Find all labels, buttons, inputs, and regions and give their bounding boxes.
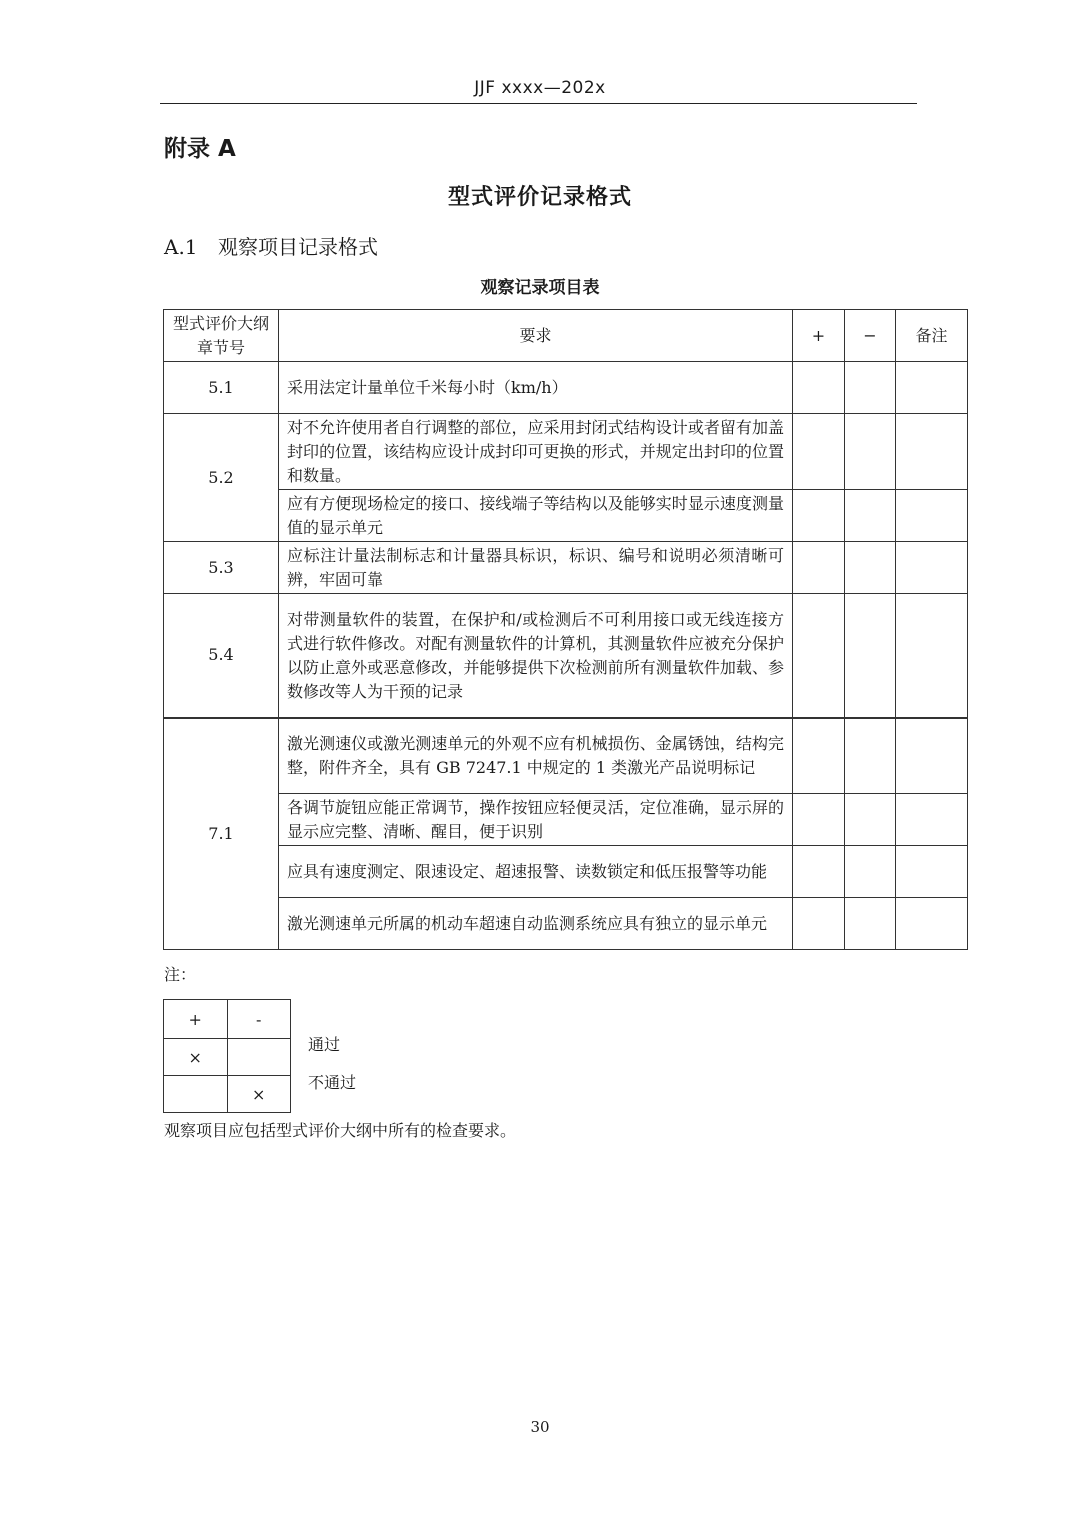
table-row bbox=[164, 414, 968, 490]
requirement-cell: 采用法定计量单位千米每小时（km/h） bbox=[279, 362, 793, 414]
requirement-cell: 对带测量软件的装置，在保护和/或检测后不可利用接口或无线连接方式进行软件修改。对配有测量软件的计算机，其测量软件应被充分保护以防止意外或恶意修改，并能够提供下次检测前所有测量软件加载、参数修改等人为干预的记录 bbox=[279, 594, 793, 718]
document-title: 型式评价记录格式 bbox=[447, 185, 632, 210]
table-row bbox=[164, 362, 968, 414]
minus-cell bbox=[845, 718, 896, 794]
legend-pass-text: 通过 bbox=[308, 1035, 341, 1054]
section-cell: 5.3 bbox=[164, 542, 279, 594]
requirement-cell: 应有方便现场检定的接口、接线端子等结构以及能够实时显示速度测量值的显示单元 bbox=[279, 490, 793, 542]
legend-fail-mark: × bbox=[227, 1076, 291, 1113]
header-section: 型式评价大纲章节号 bbox=[164, 310, 279, 362]
minus-cell bbox=[845, 414, 896, 490]
table-row bbox=[164, 542, 968, 594]
remark-cell bbox=[896, 542, 968, 594]
table-row bbox=[164, 490, 968, 542]
minus-cell bbox=[845, 794, 896, 846]
plus-cell bbox=[793, 490, 845, 542]
minus-cell bbox=[845, 594, 896, 718]
legend-header-row bbox=[164, 1000, 291, 1039]
appendix-title: 附录 A bbox=[164, 136, 236, 162]
section-cell: 7.1 bbox=[164, 718, 279, 950]
table-caption: 观察记录项目表 bbox=[480, 278, 600, 298]
plus-cell bbox=[793, 898, 845, 950]
remark-cell bbox=[896, 898, 968, 950]
requirement-cell: 应标注计量法制标志和计量器具标识，标识、编号和说明必须清晰可辨，牢固可靠 bbox=[279, 542, 793, 594]
section-cell: 5.1 bbox=[164, 362, 279, 414]
minus-cell bbox=[845, 846, 896, 898]
remark-cell bbox=[896, 594, 968, 718]
header-standard-code: JJF xxxx—202x bbox=[474, 78, 606, 98]
legend-table bbox=[163, 999, 291, 1113]
legend-fail-text: 不通过 bbox=[308, 1073, 357, 1092]
notes-label: 注： bbox=[164, 965, 197, 984]
plus-cell bbox=[793, 414, 845, 490]
minus-cell bbox=[845, 362, 896, 414]
observation-table bbox=[163, 309, 968, 950]
section-heading bbox=[164, 231, 378, 260]
table-row bbox=[164, 846, 968, 898]
remark-cell bbox=[896, 490, 968, 542]
header-minus: − bbox=[845, 310, 896, 362]
table-row bbox=[164, 794, 968, 846]
requirement-cell: 各调节旋钮应能正常调节，操作按钮应轻便灵活，定位准确，显示屏的显示应完整、清晰、醒目，便于识别 bbox=[279, 794, 793, 846]
remark-cell bbox=[896, 414, 968, 490]
remark-cell bbox=[896, 794, 968, 846]
legend-pass-mark: × bbox=[164, 1039, 228, 1076]
requirement-cell: 对不允许使用者自行调整的部位，应采用封闭式结构设计或者留有加盖封印的位置，该结构应设计成封印可更换的形式，并规定出封印的位置和数量。 bbox=[279, 414, 793, 490]
plus-cell bbox=[793, 362, 845, 414]
table-header-row bbox=[164, 310, 968, 362]
header-requirement: 要求 bbox=[279, 310, 793, 362]
header-plus: + bbox=[793, 310, 845, 362]
plus-cell bbox=[793, 718, 845, 794]
requirement-cell: 激光测速单元所属的机动车超速自动监测系统应具有独立的显示单元 bbox=[279, 898, 793, 950]
section-cell: 5.2 bbox=[164, 414, 279, 542]
table-row bbox=[164, 718, 968, 794]
section-title: 观察项目记录格式 bbox=[218, 235, 378, 259]
minus-cell bbox=[845, 490, 896, 542]
minus-cell bbox=[845, 542, 896, 594]
page-number: 30 bbox=[530, 1418, 550, 1436]
remark-cell bbox=[896, 718, 968, 794]
section-number: A.1 bbox=[164, 235, 198, 259]
header-remark: 备注 bbox=[896, 310, 968, 362]
plus-cell bbox=[793, 542, 845, 594]
remark-cell bbox=[896, 362, 968, 414]
requirement-cell: 激光测速仪或激光测速单元的外观不应有机械损伤、金属锈蚀，结构完整，附件齐全，具有 GB 7247.1 中规定的 1 类激光产品说明标记 bbox=[279, 718, 793, 794]
legend-empty-cell bbox=[227, 1039, 291, 1076]
section-cell: 5.4 bbox=[164, 594, 279, 718]
plus-cell bbox=[793, 794, 845, 846]
legend-plus-header: + bbox=[164, 1000, 228, 1039]
requirement-cell: 应具有速度测定、限速设定、超速报警、读数锁定和低压报警等功能 bbox=[279, 846, 793, 898]
final-note: 观察项目应包括型式评价大纲中所有的检查要求。 bbox=[164, 1121, 517, 1140]
minus-cell bbox=[845, 898, 896, 950]
legend-empty-cell bbox=[164, 1076, 228, 1113]
table-row bbox=[164, 898, 968, 950]
legend-fail-row bbox=[164, 1076, 291, 1113]
plus-cell bbox=[793, 846, 845, 898]
legend-minus-header: - bbox=[227, 1000, 291, 1039]
table-row bbox=[164, 594, 968, 718]
remark-cell bbox=[896, 846, 968, 898]
legend-pass-row bbox=[164, 1039, 291, 1076]
header-rule bbox=[160, 103, 917, 104]
plus-cell bbox=[793, 594, 845, 718]
